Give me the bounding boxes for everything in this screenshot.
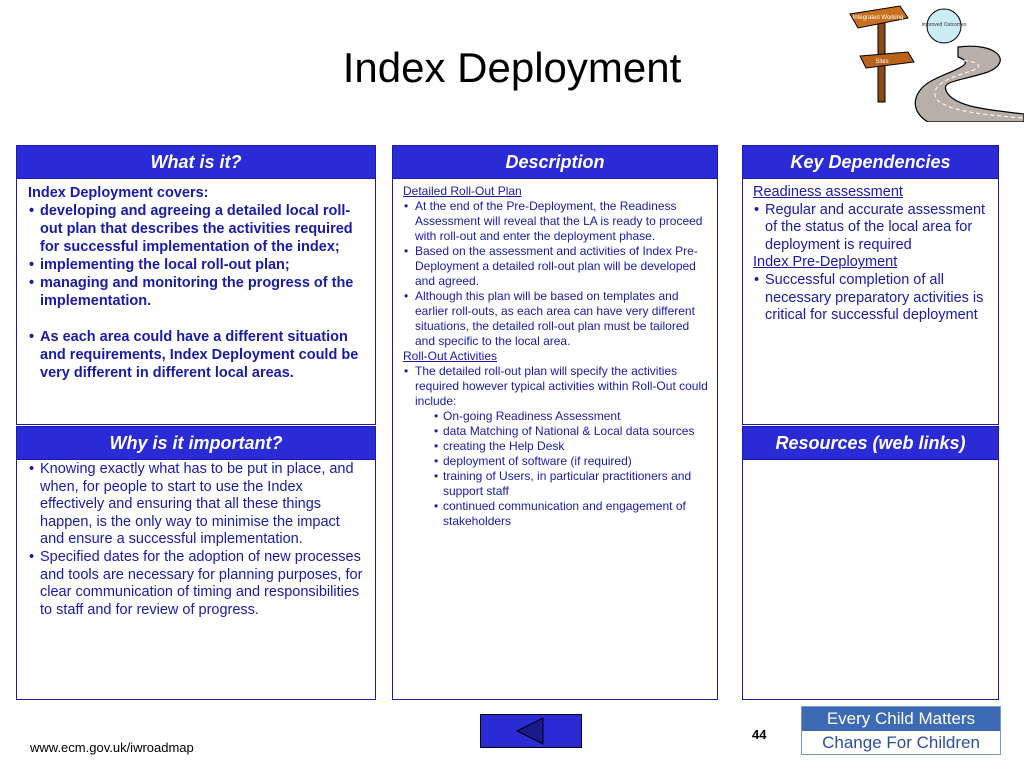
plan-heading: Detailed Roll-Out Plan bbox=[403, 184, 522, 198]
sign2-text: Sites bbox=[875, 59, 889, 65]
list-item: • On-going Readiness Assessment bbox=[433, 409, 709, 424]
list-item: • Based on the assessment and activities of Index Pre-Deployment a detailed roll-out plan will be developed and agreed. bbox=[403, 244, 709, 289]
dependency-heading-pre-deployment: Index Pre-Deployment bbox=[753, 254, 898, 271]
dependencies-content bbox=[753, 184, 993, 325]
list-item: • Successful completion of all necessary preparatory activities is critical for successful deployment bbox=[753, 272, 993, 325]
list-item: • creating the Help Desk bbox=[433, 439, 709, 454]
dependency-heading-readiness: Readiness assessment bbox=[753, 184, 903, 200]
why-content bbox=[28, 461, 366, 619]
why-header: Why is it important? bbox=[16, 426, 376, 460]
list-item: • Although this plan will be based on templates and earlier roll-outs, as each area can have very different situations, the detailed roll-out plan must be tailored and specific to the local area. bbox=[403, 289, 709, 349]
what-header: What is it? bbox=[16, 145, 376, 179]
back-arrow-icon bbox=[481, 715, 581, 747]
list-item: • Regular and accurate assessment of the status of the local area for deployment is required bbox=[753, 202, 993, 255]
what-intro: Index Deployment covers: bbox=[28, 185, 209, 201]
what-list bbox=[28, 202, 368, 310]
list-item: • developing and agreeing a detailed local roll-out plan that describes the activities required for successful implementation of the index; bbox=[28, 202, 368, 256]
list-item: • deployment of software (if required) bbox=[433, 454, 709, 469]
what-content bbox=[28, 184, 368, 382]
list-item: • implementing the local roll-out plan; bbox=[28, 256, 368, 274]
resources-panel bbox=[742, 426, 999, 700]
road-shape bbox=[915, 46, 1024, 122]
back-button[interactable] bbox=[480, 714, 582, 748]
list-item: • Knowing exactly what has to be put in place, and when, for people to start to use the Index effectively and ensuring that all these things happen, is the only way to minimise the impact and ensure a successful implementation. bbox=[28, 461, 366, 549]
logo-bottom-text: Change For Children bbox=[822, 733, 980, 752]
page-number: 44 bbox=[752, 727, 767, 742]
activities-list bbox=[403, 364, 709, 409]
description-header: Description bbox=[392, 145, 718, 179]
why-list bbox=[28, 461, 366, 619]
description-content bbox=[403, 184, 709, 529]
list-item: • data Matching of National & Local data sources bbox=[433, 424, 709, 439]
dependencies-header: Key Dependencies bbox=[742, 145, 999, 179]
logo-top-text: Every Child Matters bbox=[802, 707, 1000, 731]
roadmap-graphic bbox=[838, 2, 1024, 122]
list-item: • The detailed roll-out plan will specify the activities required however typical activities within Roll-Out could include: bbox=[403, 364, 709, 409]
sign1-text: Integrated Working bbox=[852, 15, 904, 21]
list-item: • continued communication and engagement of stakeholders bbox=[433, 499, 709, 529]
plan-list bbox=[403, 199, 709, 349]
list-item: • Specified dates for the adoption of new processes and tools are necessary for planning purposes, for clear communication of timing and responsibilities to staff and for review of progress. bbox=[28, 549, 366, 619]
list-item: • As each area could have a different situation and requirements, Index Deployment could be very different in different local areas. bbox=[28, 328, 368, 382]
page-title: Index Deployment bbox=[342, 44, 682, 91]
list-item: • training of Users, in particular practitioners and support staff bbox=[433, 469, 709, 499]
activities-sublist bbox=[433, 409, 709, 529]
list-item: • managing and monitoring the progress of the implementation. bbox=[28, 274, 368, 310]
activities-heading: Roll-Out Activities bbox=[403, 349, 498, 363]
resources-header: Resources (web links) bbox=[742, 426, 999, 460]
footer-url[interactable]: www.ecm.gov.uk/iwroadmap bbox=[30, 740, 194, 755]
ecm-logo[interactable] bbox=[801, 706, 1001, 755]
list-item: • At the end of the Pre-Deployment, the Readiness Assessment will reveal that the LA is ready to proceed with roll-out and enter the deployment phase. bbox=[403, 199, 709, 244]
bubble-text: Improved Outcomes bbox=[921, 22, 967, 28]
